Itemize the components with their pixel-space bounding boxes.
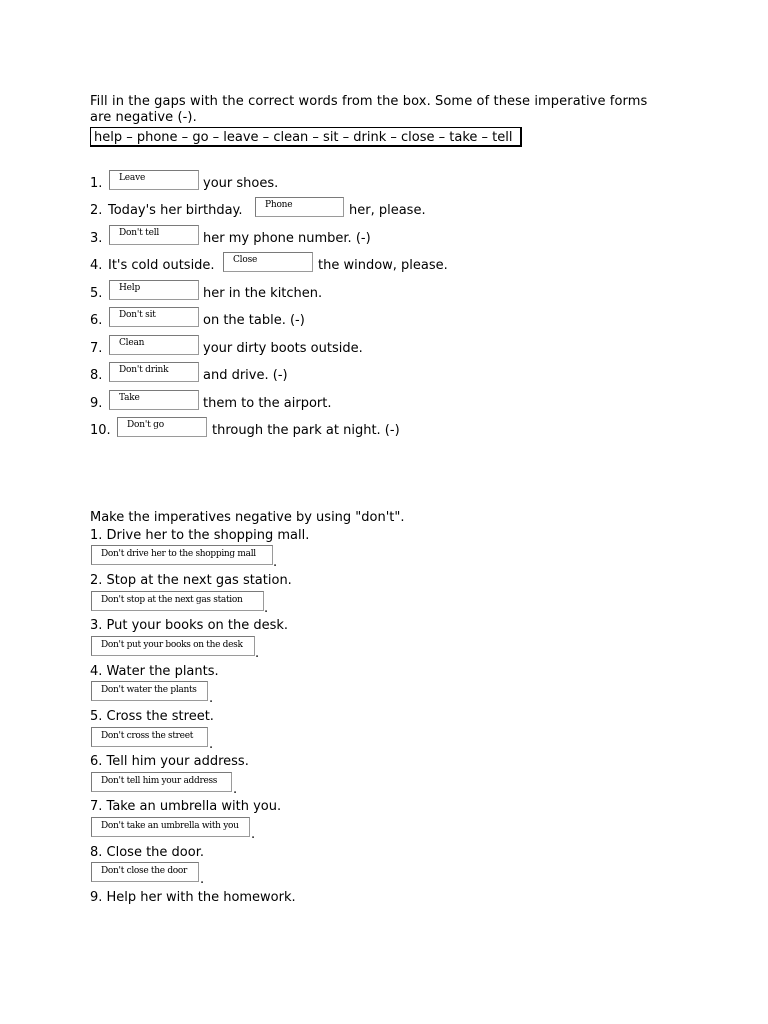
answer-period: . <box>209 691 214 706</box>
answer-period: . <box>251 827 256 842</box>
answer-field[interactable]: Don't stop at the next gas station <box>91 591 264 611</box>
answer-gap[interactable]: Don't drink <box>109 362 199 382</box>
answer-field[interactable]: Don't put your books on the desk <box>91 636 255 656</box>
exercise2-question: 7. Take an umbrella with you. <box>90 799 282 814</box>
answer-field[interactable]: Don't take an umbrella with you <box>91 817 250 837</box>
exercise2-question: 1. Drive her to the shopping mall. <box>90 528 310 543</box>
answer-field[interactable]: Don't cross the street <box>91 727 208 747</box>
item-text-after: them to the airport. <box>203 396 332 411</box>
answer-gap[interactable]: Clean <box>109 335 199 355</box>
answer-gap[interactable]: Leave <box>109 170 199 190</box>
item-number: 7. <box>90 341 103 356</box>
answer-gap[interactable]: Phone <box>255 197 344 217</box>
item-text-after: your shoes. <box>203 176 279 191</box>
item-text-after: her in the kitchen. <box>203 286 323 301</box>
answer-gap[interactable]: Take <box>109 390 199 410</box>
item-text-before: It's cold outside. <box>108 258 215 273</box>
item-number: 6. <box>90 313 103 328</box>
answer-gap[interactable]: Don't sit <box>109 307 199 327</box>
item-number: 9. <box>90 396 103 411</box>
item-text-after: on the table. (-) <box>203 313 305 328</box>
item-text-after: her, please. <box>349 203 426 218</box>
item-text-after: and drive. (-) <box>203 368 288 383</box>
exercise2-question: 3. Put your books on the desk. <box>90 618 289 633</box>
answer-field[interactable]: Don't drive her to the shopping mall <box>91 545 273 565</box>
exercise2-question: 5. Cross the street. <box>90 709 214 724</box>
item-number: 3. <box>90 231 103 246</box>
item-text-after: the window, please. <box>318 258 448 273</box>
exercise2-question: 8. Close the door. <box>90 845 204 860</box>
answer-gap[interactable]: Don't go <box>117 417 207 437</box>
word-box: help – phone – go – leave – clean – sit – drink – close – take – tell <box>90 127 522 147</box>
answer-period: . <box>255 646 260 661</box>
answer-period: . <box>273 555 278 570</box>
answer-period: . <box>233 782 238 797</box>
answer-field[interactable]: Don't tell him your address <box>91 772 232 792</box>
item-number: 4. <box>90 258 103 273</box>
exercise2-instructions: Make the imperatives negative by using "don't". <box>90 510 405 525</box>
item-number: 2. <box>90 203 103 218</box>
answer-field[interactable]: Don't close the door <box>91 862 199 882</box>
exercise2-question: 6. Tell him your address. <box>90 754 249 769</box>
item-text-after: your dirty boots outside. <box>203 341 363 356</box>
exercise1-instructions: Fill in the gaps with the correct words from the box. Some of these imperative forms are negative (-). <box>90 94 648 125</box>
item-number: 1. <box>90 176 103 191</box>
item-text-before: Today's her birthday. <box>108 203 243 218</box>
item-number: 10. <box>90 423 111 438</box>
item-text-after: through the park at night. (-) <box>212 423 400 438</box>
answer-gap[interactable]: Help <box>109 280 199 300</box>
answer-period: . <box>264 601 269 616</box>
item-number: 8. <box>90 368 103 383</box>
answer-period: . <box>209 737 214 752</box>
item-text-after: her my phone number. (-) <box>203 231 371 246</box>
exercise2-question: 2. Stop at the next gas station. <box>90 573 292 588</box>
answer-field[interactable]: Don't water the plants <box>91 681 208 701</box>
item-number: 5. <box>90 286 103 301</box>
answer-period: . <box>200 872 205 887</box>
exercise2-question: 9. Help her with the homework. <box>90 890 296 905</box>
answer-gap[interactable]: Close <box>223 252 313 272</box>
answer-gap[interactable]: Don't tell <box>109 225 199 245</box>
exercise2-question: 4. Water the plants. <box>90 664 219 679</box>
